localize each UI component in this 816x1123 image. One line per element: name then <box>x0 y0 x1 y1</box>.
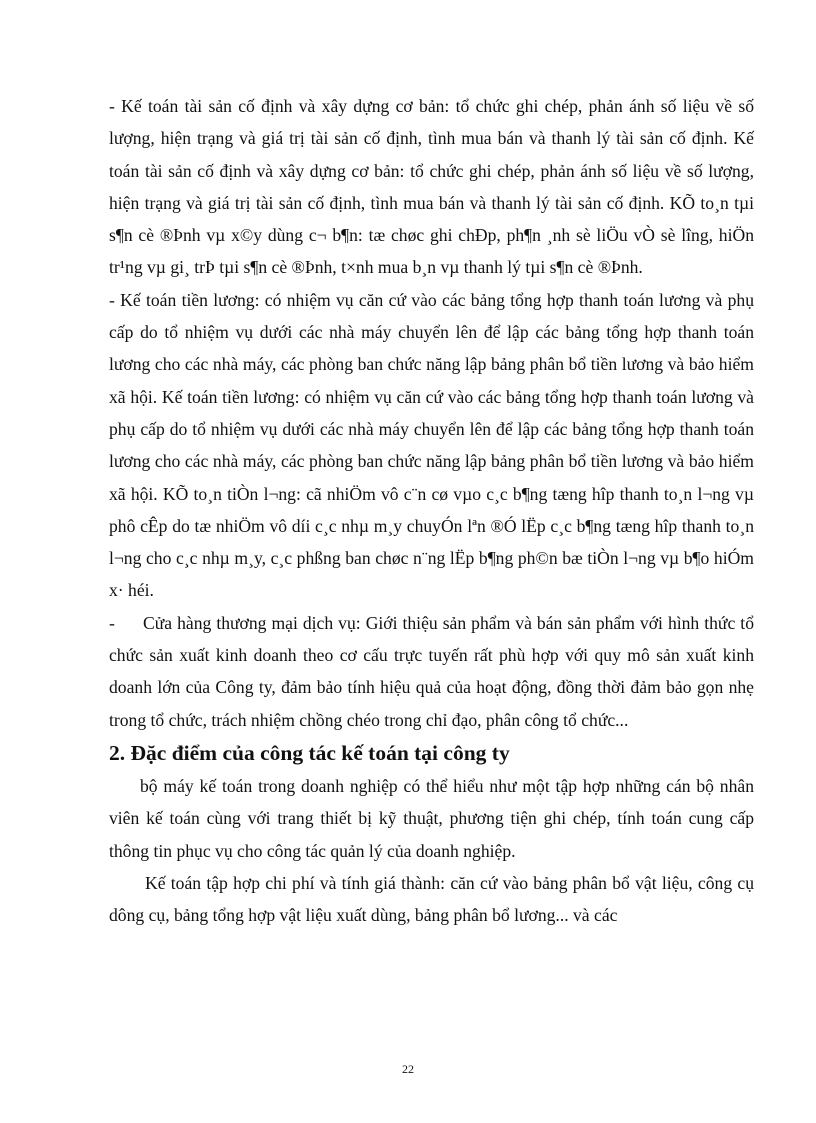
paragraph-cost-accounting: Kế toán tập hợp chi phí và tính giá thành: căn cứ vào bảng phân bổ vật liệu, công cụ dông cụ, bảng tổng hợp vật liệu xuất dùng, bảng phân bổ lương... và các <box>109 872 754 926</box>
paragraph-store <box>109 607 754 736</box>
paragraph-salary: - Kế toán tiền lương: có nhiệm vụ căn cứ vào các bảng tổng hợp thanh toán lương và phụ cấp do tổ nhiệm vụ dưới các nhà máy chuyển lên để lập các bảng tổng hợp thanh toán lương cho các nhà máy, các phòng ban chức năng lập bảng phân bổ tiền lương và bảo hiểm xã hội. Kế toán tiền lương: có nhiệm vụ căn cứ vào các bảng tổng hợp thanh toán lương và phụ cấp do tổ nhiệm vụ dưới các nhà máy chuyển lên để lập các bảng tổng hợp thanh toán lương cho các nhà máy, các phòng ban chức năng lập bảng phân bổ tiền lương và bảo hiểm xã hội. KÕ to¸n tiÒn l¬ng: cã nhiÖm vô c¨n cø vµo c¸c b¶ng tæng hîp thanh to¸n l¬ng vµ phô cÊp do tæ nhiÖm vô díi c¸c nhµ m¸y chuyÓn lªn ®Ó lËp c¸c b¶ng tæng hîp thanh to¸n l¬ng cho c¸c nhµ m¸y, c¸c phßng ban chøc n¨ng lËp b¶ng ph©n bæ tiÒn l¬ng vµ b¶o hiÓm x· héi. <box>109 289 754 601</box>
paragraph-accounting-apparatus: bộ máy kế toán trong doanh nghiệp có thể hiểu như một tập hợp những cán bộ nhân viên kế toán cùng với trang thiết bị kỹ thuật, phương tiện ghi chép, tính toán cung cấp thông tin phục vụ cho công tác quản lý của doanh nghiệp. <box>109 775 754 861</box>
paragraph-store-text: Cửa hàng thương mại dịch vụ: Giới thiệu sản phẩm và bán sản phẩm với hình thức tổ chức sản xuất kinh doanh theo cơ cấu trực tuyến rất phù hợp với quy mô sản xuất kinh doanh lớn của Công ty, đảm bảo tính hiệu quả của hoạt động, đồng thời đảm bảo gọn nhẹ trong tổ chức, trách nhiệm chồng chéo trong chỉ đạo, phân công tổ chức... <box>109 612 754 730</box>
bullet-dash: - <box>109 612 115 633</box>
page-number: 22 <box>402 1062 414 1076</box>
document-body <box>109 90 754 931</box>
paragraph-fixed-assets: - Kế toán tài sản cố định và xây dựng cơ bản: tổ chức ghi chép, phản ánh số liệu về số lượng, hiện trạng và giá trị tài sản cố định, tình mua bán và thanh lý tài sản cố định. Kế toán tài sản cố định và xây dựng cơ bản: tổ chức ghi chép, phản ánh số liệu về số lượng, hiện trạng và giá trị tài sản cố định, tình mua bán và thanh lý tài sản cố định. KÕ to¸n tµi s¶n cè ®Þnh vµ x©y dùng c¬ b¶n: tæ chøc ghi chÐp, ph¶n ¸nh sè liÖu vÒ sè lîng, hiÖn tr¹ng vµ gi¸ trÞ tµi s¶n cè ®Þnh, t×nh mua b¸n vµ thanh lý tµi s¶n cè ®Þnh. <box>109 96 754 278</box>
section-heading: 2. Đặc điểm của công tác kế toán tại công ty <box>109 740 510 765</box>
